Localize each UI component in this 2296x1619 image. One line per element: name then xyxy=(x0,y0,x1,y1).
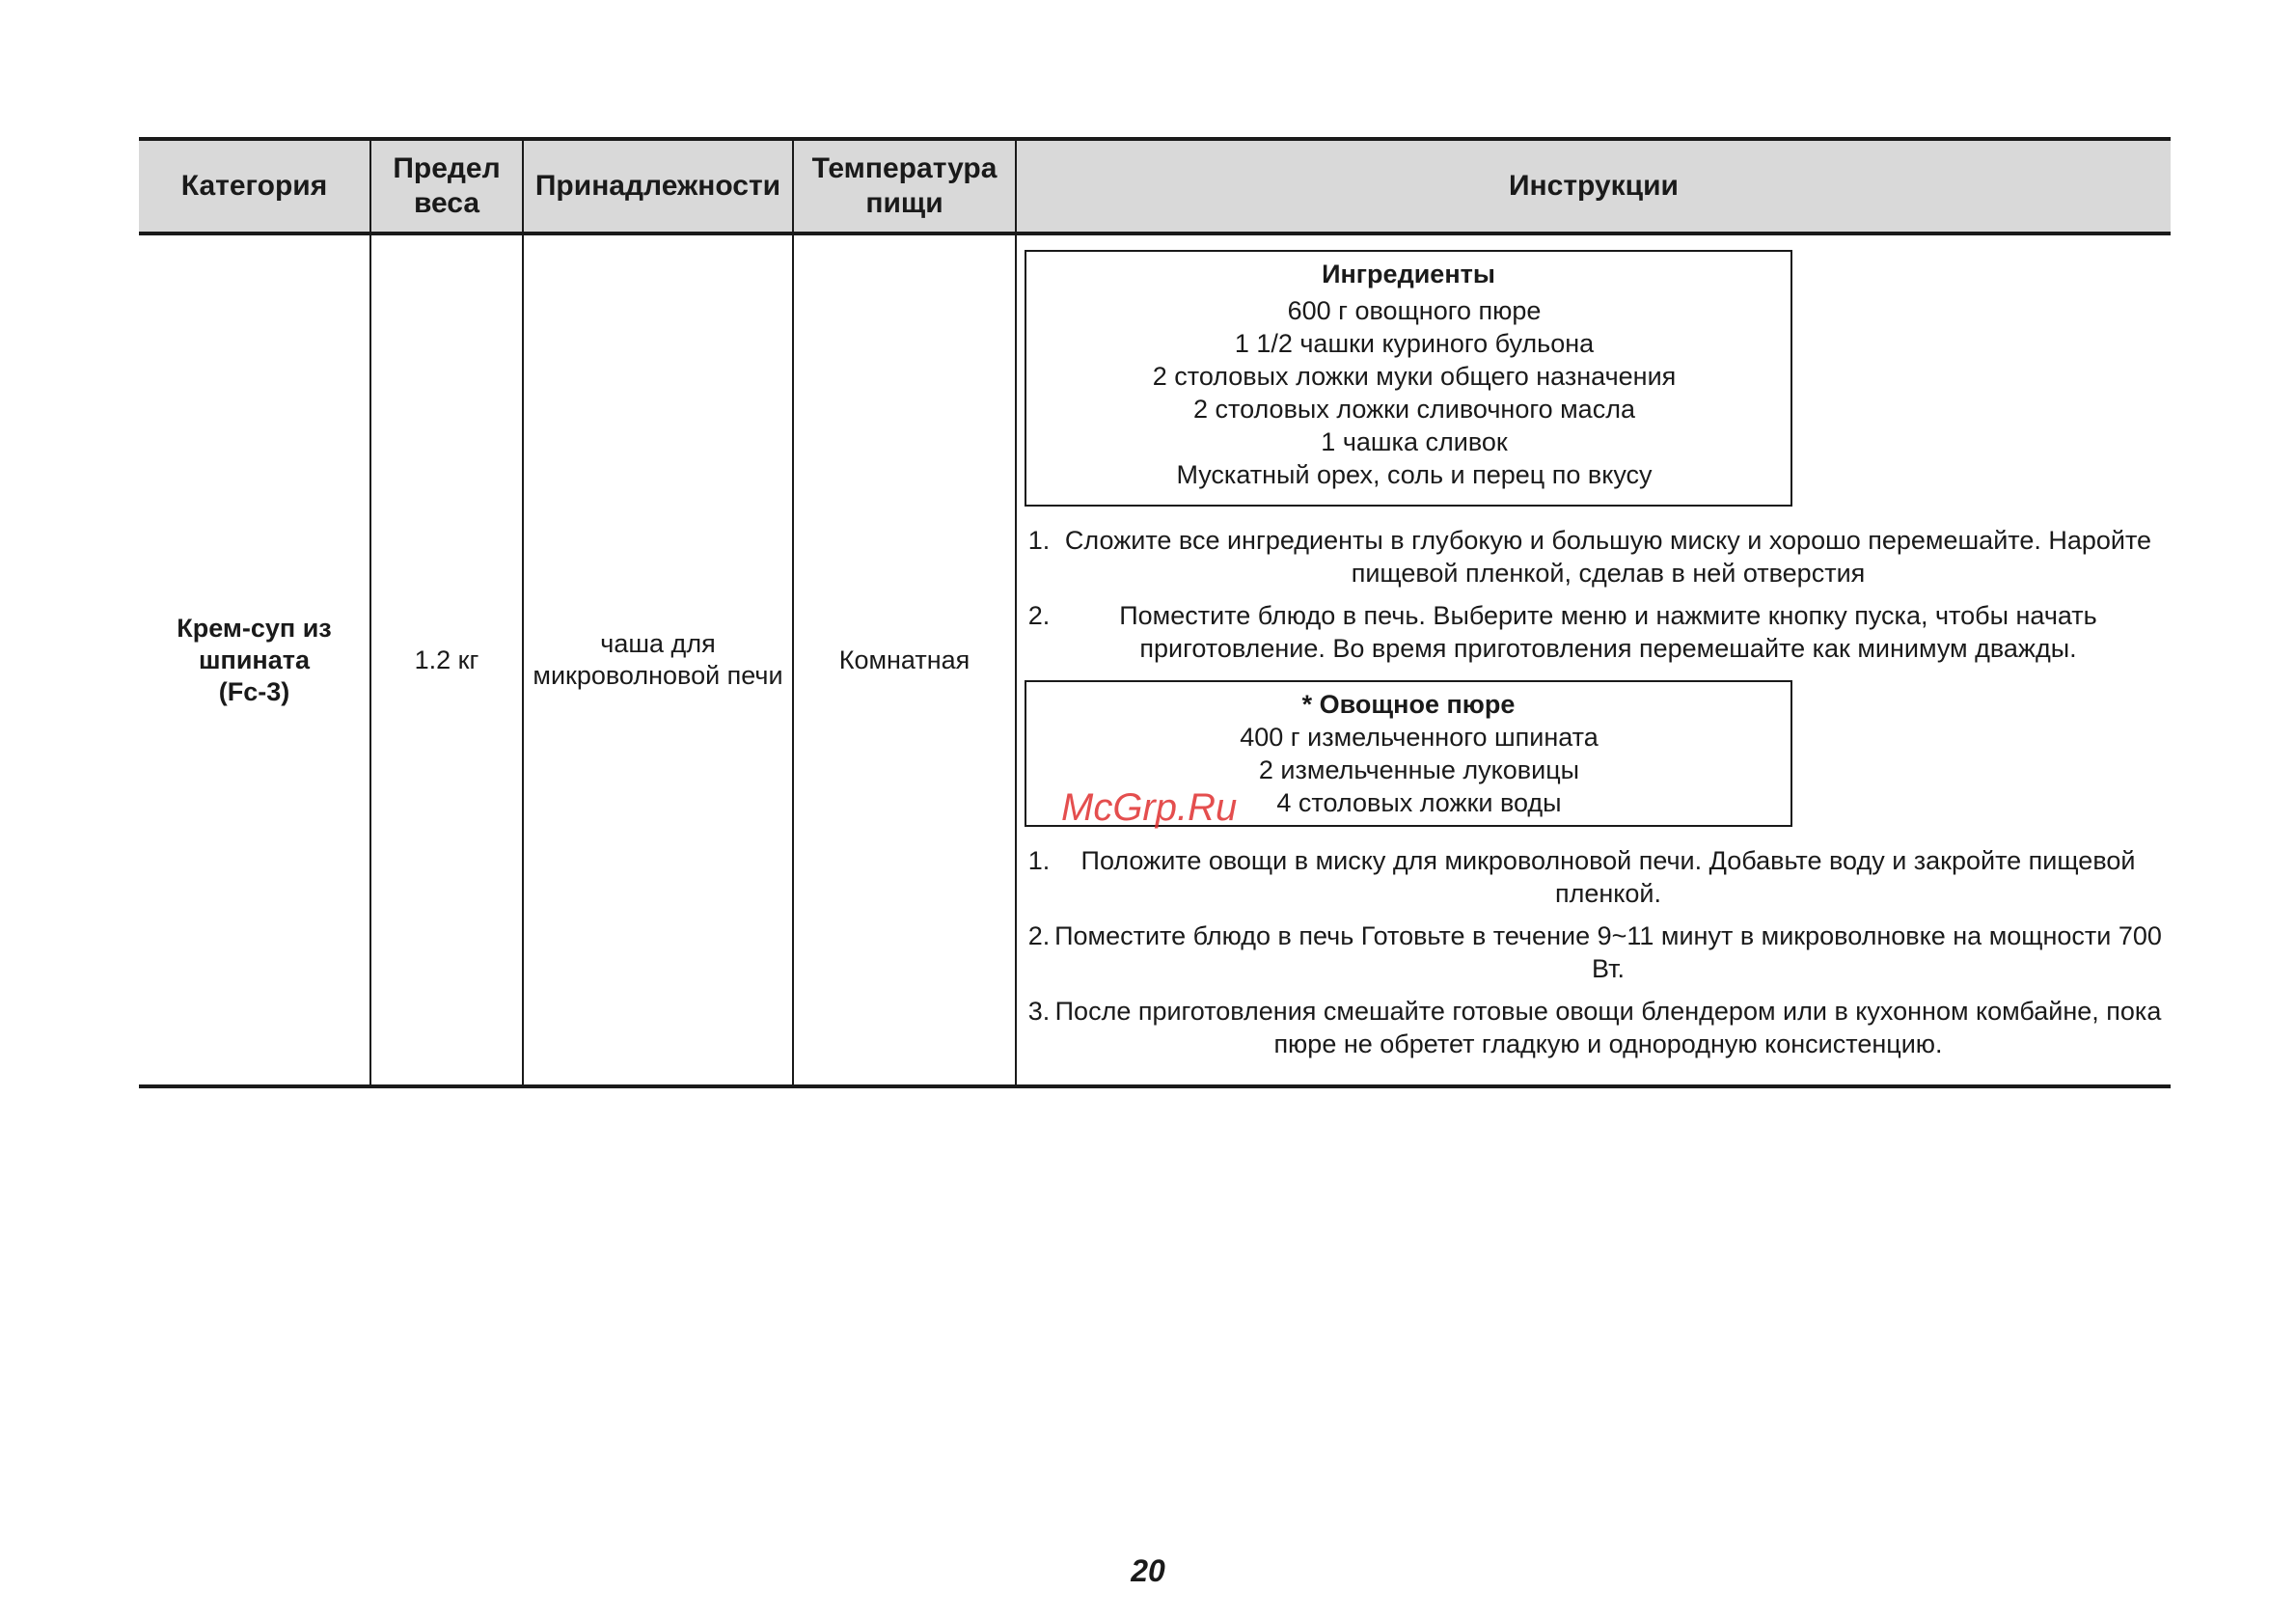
puree-list xyxy=(1036,721,1781,819)
puree-steps xyxy=(1025,844,2163,1060)
cell-weight-limit: 1.2 кг xyxy=(370,233,523,1086)
header-instructions: Инструкции xyxy=(1016,139,2171,233)
step-number: 1. xyxy=(1027,846,1051,875)
cell-food-temperature: Комнатная xyxy=(793,233,1016,1086)
recipe-table xyxy=(139,137,2171,1088)
category-name: Крем-суп из шпината xyxy=(177,613,332,674)
step-number: 2. xyxy=(1027,921,1051,950)
ingredients-box xyxy=(1025,250,1792,507)
header-food-temperature: Температура пищи xyxy=(793,139,1016,233)
list-item: 1 чашка сливок xyxy=(1321,427,1508,456)
list-item xyxy=(1025,919,2163,985)
step-text: Сложите все ингредиенты в глубокую и большую миску и хорошо перемешайте. Наройте пищевой пленкой, сделав в ней отверстия xyxy=(1064,526,2152,588)
list-item: 1 1/2 чашки куриного бульона xyxy=(1234,329,1595,358)
list-item: 400 г измельченного шпината xyxy=(1240,723,1599,752)
header-weight-limit: Предел веса xyxy=(370,139,523,233)
list-item: 600 г овощного пюре xyxy=(1287,296,1542,325)
list-item: 2 столовых ложки сливочного масла xyxy=(1193,395,1635,424)
list-item xyxy=(1025,599,2163,665)
header-accessories: Принадлежности xyxy=(523,139,793,233)
step-text: Поместите блюдо в печь. Выберите меню и нажмите кнопку пуска, чтобы начать приготовление. Во время приготовления перемешайте как минимум дважды. xyxy=(1119,601,2097,663)
list-item: 2 столовых ложки муки общего назначения xyxy=(1152,362,1677,391)
watermark: McGrp.Ru xyxy=(1061,786,1238,829)
puree-box xyxy=(1025,680,1792,827)
page-number: 20 xyxy=(1131,1553,1165,1588)
step-number: 3. xyxy=(1027,997,1051,1026)
category-code: (Fc-3) xyxy=(218,676,290,706)
step-text: Положите овощи в миску для микроволновой печи. Добавьте воду и закройте пищевой пленкой. xyxy=(1080,846,2136,908)
list-item: Мускатный орех, соль и перец по вкусу xyxy=(1176,460,1653,489)
ingredients-title: Ингредиенты xyxy=(1322,260,1495,288)
cell-instructions xyxy=(1016,233,2171,1086)
step-number: 2. xyxy=(1027,601,1051,630)
cell-accessories: чаша для микроволновой печи xyxy=(523,233,793,1086)
step-text: Поместите блюдо в печь Готовьте в течение 9~11 минут в микроволновке на мощности 700 Вт. xyxy=(1054,921,2162,983)
ingredients-list xyxy=(1036,294,1781,491)
list-item xyxy=(1025,524,2163,590)
table-row xyxy=(139,233,2171,1086)
step-number: 1. xyxy=(1027,526,1051,555)
cell-category xyxy=(139,233,370,1086)
header-category: Категория xyxy=(139,139,370,233)
puree-title: * Овощное пюре xyxy=(1301,690,1516,719)
list-item xyxy=(1025,995,2163,1060)
list-item: 2 измельченные луковицы xyxy=(1258,755,1580,784)
list-item xyxy=(1025,844,2163,910)
step-text: После приготовления смешайте готовые овощи блендером или в кухонном комбайне, пока пюре не обретет гладкую и однородную консистенцию. xyxy=(1054,997,2162,1058)
list-item: 4 столовых ложки воды xyxy=(1276,788,1562,817)
table-header-row xyxy=(139,139,2171,233)
cooking-steps xyxy=(1025,524,2163,665)
